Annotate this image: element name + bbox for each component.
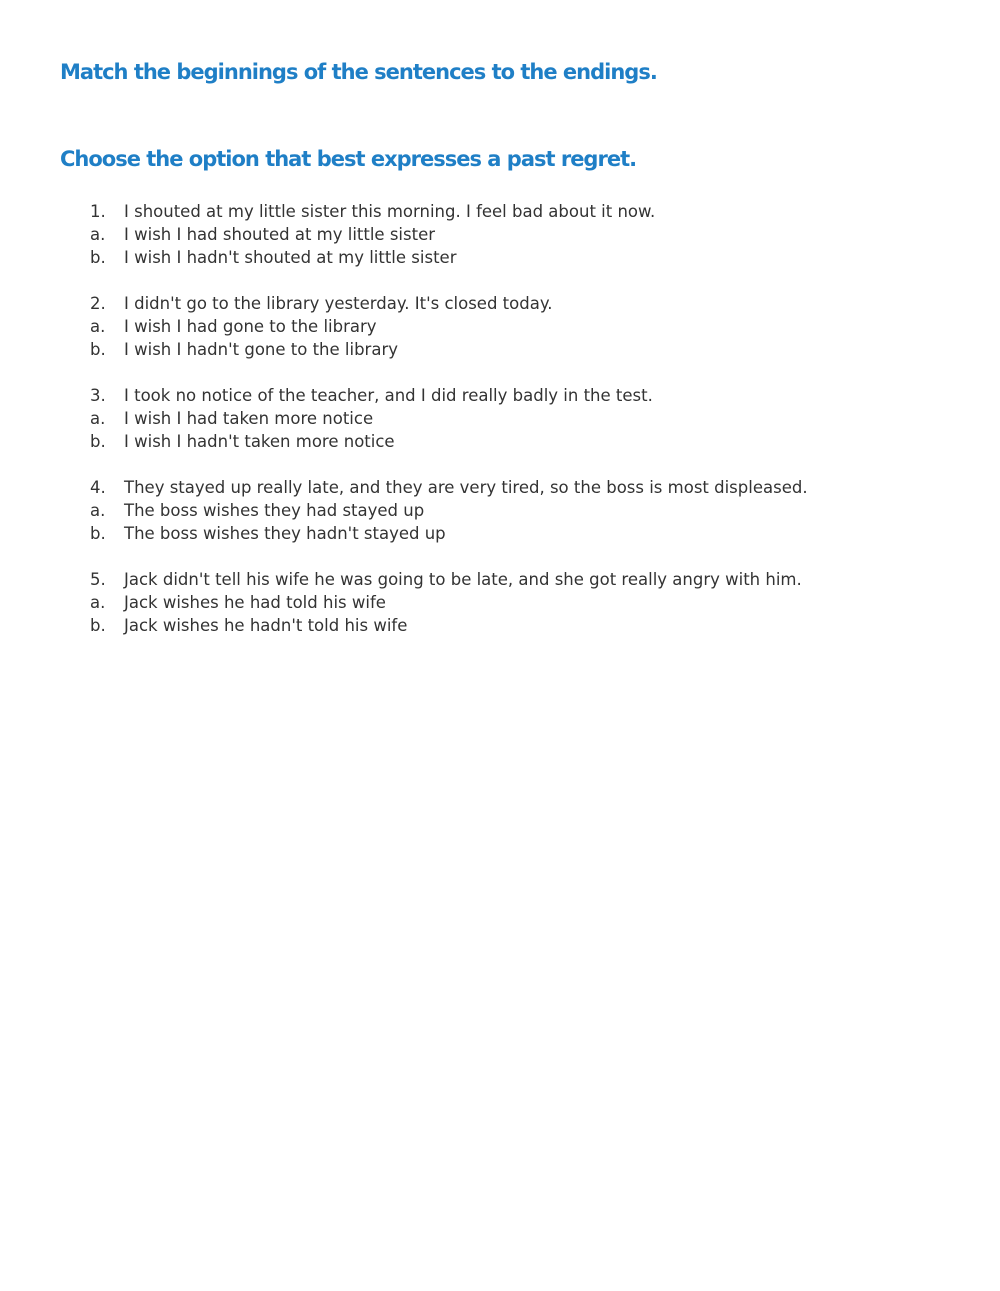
- option-letter: b.: [90, 524, 106, 543]
- question-number: 1.: [90, 202, 106, 221]
- option-letter: b.: [90, 432, 106, 451]
- question-3: [88, 384, 808, 453]
- option-text: The boss wishes they had stayed up: [124, 501, 425, 520]
- question-number: 3.: [90, 386, 106, 405]
- choose-instruction-heading: Choose the option that best expresses a past regret.: [60, 147, 637, 171]
- option-b[interactable]: [88, 246, 808, 269]
- option-a[interactable]: [88, 315, 808, 338]
- question-text: I didn't go to the library yesterday. It's closed today.: [124, 294, 553, 313]
- question-1: [88, 200, 808, 269]
- option-text: I wish I had gone to the library: [124, 317, 377, 336]
- question-prompt: [88, 292, 808, 315]
- question-list: [88, 200, 808, 660]
- option-letter: a.: [90, 225, 106, 244]
- question-2: [88, 292, 808, 361]
- question-number: 2.: [90, 294, 106, 313]
- option-text: Jack wishes he hadn't told his wife: [124, 616, 408, 635]
- option-letter: a.: [90, 593, 106, 612]
- question-text: I took no notice of the teacher, and I did really badly in the test.: [124, 386, 653, 405]
- option-letter: a.: [90, 409, 106, 428]
- question-number: 5.: [90, 570, 106, 589]
- question-4: [88, 476, 808, 545]
- question-5: [88, 568, 808, 637]
- option-text: I wish I had taken more notice: [124, 409, 374, 428]
- question-text: They stayed up really late, and they are very tired, so the boss is most displeased.: [124, 478, 808, 497]
- option-text: I wish I hadn't shouted at my little sister: [124, 248, 457, 267]
- option-letter: b.: [90, 340, 106, 359]
- question-text: Jack didn't tell his wife he was going to be late, and she got really angry with him.: [124, 570, 802, 589]
- option-b[interactable]: [88, 614, 808, 637]
- question-number: 4.: [90, 478, 106, 497]
- option-a[interactable]: [88, 407, 808, 430]
- option-text: I wish I had shouted at my little sister: [124, 225, 436, 244]
- question-prompt: [88, 568, 808, 591]
- question-prompt: [88, 476, 808, 499]
- option-text: Jack wishes he had told his wife: [124, 593, 386, 612]
- option-letter: b.: [90, 616, 106, 635]
- option-letter: b.: [90, 248, 106, 267]
- option-text: The boss wishes they hadn't stayed up: [124, 524, 446, 543]
- question-prompt: [88, 200, 808, 223]
- option-letter: a.: [90, 317, 106, 336]
- match-instruction-heading: Match the beginnings of the sentences to the endings.: [60, 60, 657, 84]
- question-text: I shouted at my little sister this morning. I feel bad about it now.: [124, 202, 656, 221]
- option-letter: a.: [90, 501, 106, 520]
- option-a[interactable]: [88, 223, 808, 246]
- option-text: I wish I hadn't taken more notice: [124, 432, 395, 451]
- option-b[interactable]: [88, 430, 808, 453]
- option-b[interactable]: [88, 338, 808, 361]
- option-a[interactable]: [88, 499, 808, 522]
- option-text: I wish I hadn't gone to the library: [124, 340, 398, 359]
- option-a[interactable]: [88, 591, 808, 614]
- question-prompt: [88, 384, 808, 407]
- option-b[interactable]: [88, 522, 808, 545]
